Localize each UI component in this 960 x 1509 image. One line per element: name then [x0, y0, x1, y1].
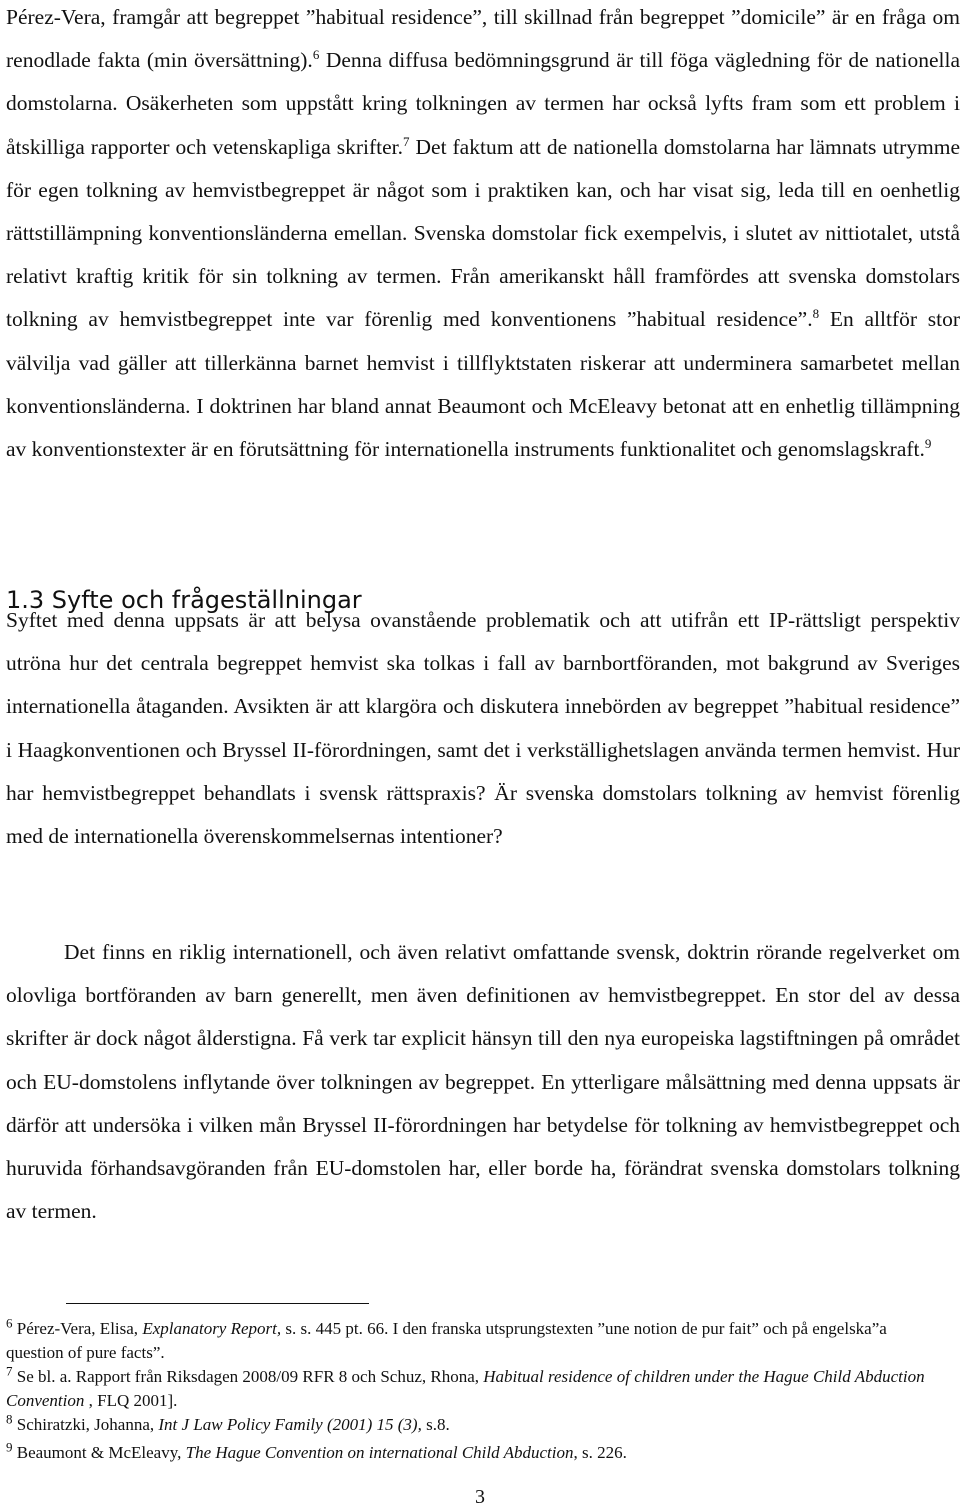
footnote-number: 6	[6, 1315, 13, 1331]
footnote-text: Schiratzki, Johanna,	[12, 1415, 159, 1434]
para1-text-4: En alltför stor välvilja vad gäller att tillerkänna barnet hemvist i tillflyktstaten riskerar att underminera samarbetet mellan konventionsländerna. I doktrinen har bland annat Beaumont och McEleavy betonat att en enhetlig tillämpning av konventionstexter är en förutsättning för internationella instruments funktionalitet och genomslagskraft.	[6, 307, 960, 462]
footnote-7	[6, 1365, 940, 1412]
page-number: 3	[475, 1486, 485, 1508]
para1-text-2: Denna diffusa bedömningsgrund är till föga vägledning för de nationella domstolarna. Osäkerheten som uppstått kring tolkningen av termen har också lyfts fram som ett problem i åtskilliga rapporter och vetenskapliga skrifter.	[6, 48, 960, 159]
footnote-separator	[66, 1303, 369, 1304]
footnote-title: Habitual residence of children under the Hague Child Abduction Convention	[6, 1367, 925, 1410]
footnote-6	[6, 1317, 940, 1364]
footnote-number: 7	[6, 1363, 13, 1379]
footnote-9	[6, 1441, 940, 1465]
footnote-ref-7[interactable]: 7	[403, 133, 410, 149]
footnote-text: , FLQ 2001].	[84, 1390, 178, 1410]
footnote-8	[6, 1413, 940, 1437]
footnote-text: , s. 226.	[573, 1443, 627, 1462]
section-heading: 1.3 Syfte och frågeställningar	[6, 586, 362, 614]
footnote-number: 9	[6, 1439, 13, 1455]
para1-text-3: Det faktum att de nationella domstolarna har lämnats utrymme för egen tolkning av hemvistbegreppet är något som i praktiken kan, och har visat sig, leda till en oenhetlig rättstillämpning konventionsländerna emellan. Svenska domstolar fick exempelvis, i slutet av nittiotalet, utstå relativt kraftig kritik för sin tolkning av termen. Från amerikanskt håll framfördes att svenska domstolars tolkning av hemvistbegreppet inte var förenlig med konventionens ”habitual residence”.	[6, 134, 960, 332]
footnote-text: Beaumont & McEleavy,	[12, 1443, 186, 1462]
footnote-title: Explanatory Report,	[142, 1319, 282, 1338]
footnote-title: Int J Law Policy Family (2001) 15 (3),	[158, 1415, 422, 1434]
footnote-text: s. s. 445 pt. 66. I den franska utsprungstexten ”une notion de pur fait” och på engelska”a question of pure facts”.	[6, 1319, 887, 1362]
footnote-ref-8[interactable]: 8	[812, 306, 820, 322]
footnote-number: 8	[6, 1411, 13, 1427]
body-paragraph-1	[6, 0, 960, 471]
footnote-ref-6[interactable]: 6	[312, 47, 320, 63]
body-paragraph-2: Syftet med denna uppsats är att belysa ovanstående problematik och att utifrån ett IP-rättsligt perspektiv utröna hur det centrala begreppet hemvist ska tolkas i fall av barnbortföranden, mot bakgrund av Sveriges internationella åtaganden. Avsikten är att klargöra och diskutera innebörden av begreppet ”habitual residence” i Haagkonventionen och Bryssel II-förordningen, samt det i verkställighetslagen använda termen hemvist. Hur har hemvistbegreppet behandlats i svensk rättspraxis? Är svenska domstolars tolkning av hemvist förenlig med de internationella överenskommelsernas intentioner?	[6, 608, 960, 849]
footnote-ref-9[interactable]: 9	[924, 435, 932, 451]
footnote-title: The Hague Convention on international Child Abduction	[185, 1443, 574, 1462]
footnote-text: s.8.	[421, 1415, 450, 1434]
body-paragraph-3: Det finns en riklig internationell, och även relativt omfattande svensk, doktrin rörande regelverket om olovliga bortföranden av barn generellt, men även definitionen av hemvistbegreppet. En stor del av dessa skrifter är dock något ålderstigna. Få verk tar explicit hänsyn till den nya europeiska lagstiftningen på området och EU-domstolens inflytande över tolkningen av begreppet. En ytterligare målsättning med denna uppsats är därför att undersöka i vilken mån Bryssel II-förordningen har betydelse för tolkning av hemvistbegreppet och huruvida förhandsavgöranden från EU-domstolen har, eller borde ha, förändrat svenska domstolars tolkning av termen.	[6, 940, 960, 1224]
para1-text-1: Pérez-Vera, framgår att begreppet ”habitual residence”, till skillnad från begreppet ”domicile” är en fråga om renodlade fakta (min översättning).	[6, 5, 960, 73]
footnote-text: Se bl. a. Rapport från Riksdagen 2008/09 RFR 8 och Schuz, Rhona,	[12, 1367, 484, 1386]
footnote-text: Pérez-Vera, Elisa,	[12, 1319, 143, 1338]
